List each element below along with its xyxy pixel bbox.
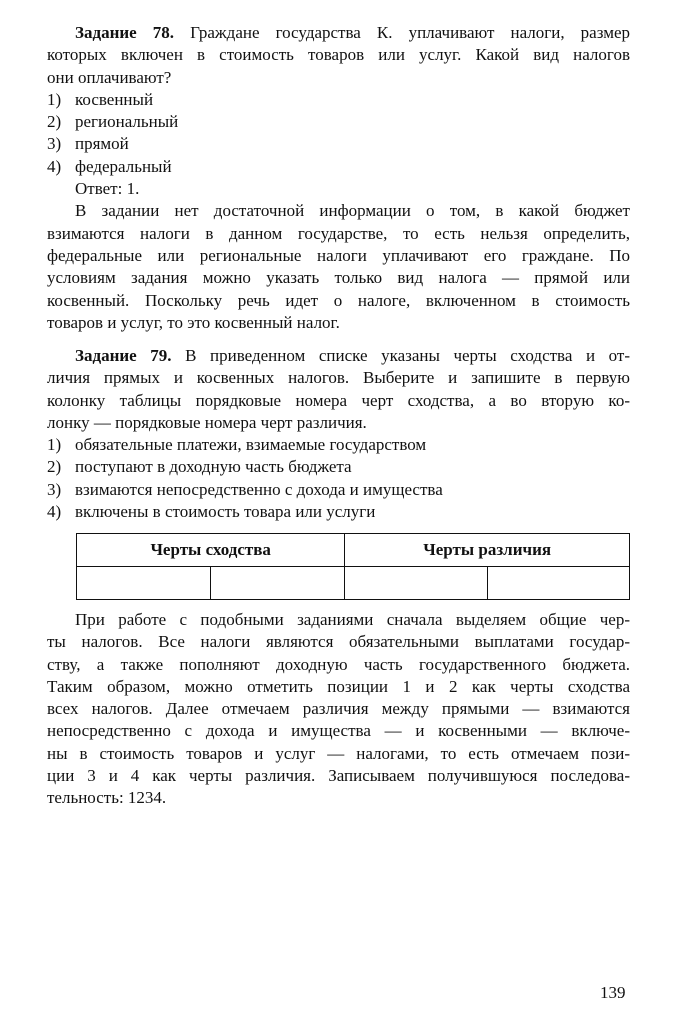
task-78 xyxy=(47,22,630,334)
task-78-label: Задание 78. xyxy=(75,23,175,42)
option-item xyxy=(47,434,630,456)
option-number: 2) xyxy=(47,112,62,132)
option-item xyxy=(47,501,630,523)
explanation-line: взимаются налоги в данном государстве, то есть нельзя определить, xyxy=(47,223,630,243)
table-header-row xyxy=(77,534,630,567)
task-79 xyxy=(47,345,630,523)
explanation-line: непосредственно с дохода и имущества — и косвенными — включе- xyxy=(47,721,630,741)
option-item xyxy=(47,456,630,478)
option-text: региональный xyxy=(75,112,179,132)
option-item xyxy=(47,133,630,155)
explanation-line: косвенный. Поскольку речь идет о налоге, включенном в стоимость xyxy=(47,290,630,310)
explanation-line: В задании нет достаточной информации о том, в какой бюджет xyxy=(75,201,630,221)
option-text: федеральный xyxy=(75,156,172,176)
task-79-question-line: колонку таблицы порядковые номера черт сходства, а во вторую ко- xyxy=(47,390,630,410)
option-number: 3) xyxy=(47,134,62,154)
option-number: 1) xyxy=(47,435,62,455)
answer-table xyxy=(76,533,630,600)
explanation-line: ты налогов. Все налоги являются обязательными выплатами государ- xyxy=(47,632,630,652)
explanation-line: ны в стоимость товаров и услуг — налогами, то есть отмечаем пози- xyxy=(47,743,630,763)
table-row xyxy=(77,567,630,600)
option-number: 1) xyxy=(47,89,62,109)
answer-cell[interactable] xyxy=(211,567,345,600)
explanation-line: федеральные или региональные налоги уплачивают его граждане. По xyxy=(47,245,630,265)
task-79-question-line xyxy=(47,345,630,367)
option-item xyxy=(47,479,630,501)
option-number: 4) xyxy=(47,502,62,522)
answer-cell[interactable] xyxy=(487,567,629,600)
header-differences: Черты различия xyxy=(345,534,630,567)
explanation-line: Таким образом, можно отметить позиции 1 и 2 как черты сходства xyxy=(47,676,630,696)
option-number: 2) xyxy=(47,457,62,477)
task-79-explanation xyxy=(47,609,630,810)
task-78-question-line: они оплачивают? xyxy=(47,67,172,87)
option-text: поступают в доходную часть бюджета xyxy=(75,457,352,477)
question-text: Граждане государства К. уплачивают налоги, размер xyxy=(174,23,630,42)
option-text: включены в стоимость товара или услуги xyxy=(75,502,376,522)
task-78-question-line xyxy=(47,22,630,44)
explanation-line: всех налогов. Далее отмечаем различия между прямыми — взимаются xyxy=(47,699,630,719)
answer-cell[interactable] xyxy=(77,567,211,600)
explanation-line: товаров и услуг, то это косвенный налог. xyxy=(47,312,340,332)
task-78-question-line: которых включен в стоимость товаров или услуг. Какой вид налогов xyxy=(47,45,630,65)
option-item xyxy=(47,156,630,178)
explanation-line: ции 3 и 4 как черты различия. Записываем получившуюся последова- xyxy=(47,766,630,786)
question-text: В приведенном списке указаны черты сходства и от- xyxy=(171,346,630,365)
explanation-line: условиям задания можно указать только вид налога — прямой или xyxy=(47,268,630,288)
answer-cell[interactable] xyxy=(345,567,487,600)
option-text: косвенный xyxy=(75,89,154,109)
option-text: взимаются непосредственно с дохода и имущества xyxy=(75,479,443,499)
answer: Ответ: 1. xyxy=(75,179,140,199)
option-number: 3) xyxy=(47,479,62,499)
option-item xyxy=(47,89,630,111)
option-text: обязательные платежи, взимаемые государством xyxy=(75,435,427,455)
task-79-question-line: личия прямых и косвенных налогов. Выберите и запишите в первую xyxy=(47,368,630,388)
page-number: 139 xyxy=(600,983,626,1002)
task-79-label: Задание 79. xyxy=(75,346,172,365)
task-79-question-line: лонку — порядковые номера черт различия. xyxy=(47,412,367,432)
explanation-line: тельность: 1234. xyxy=(47,788,167,808)
explanation-line: ству, а также пополняют доходную часть государственного бюджета. xyxy=(47,654,630,674)
header-similarities: Черты сходства xyxy=(77,534,345,567)
option-number: 4) xyxy=(47,156,62,176)
option-item xyxy=(47,111,630,133)
option-text: прямой xyxy=(75,134,129,154)
explanation-line: При работе с подобными заданиями сначала выделяем общие чер- xyxy=(75,610,630,629)
